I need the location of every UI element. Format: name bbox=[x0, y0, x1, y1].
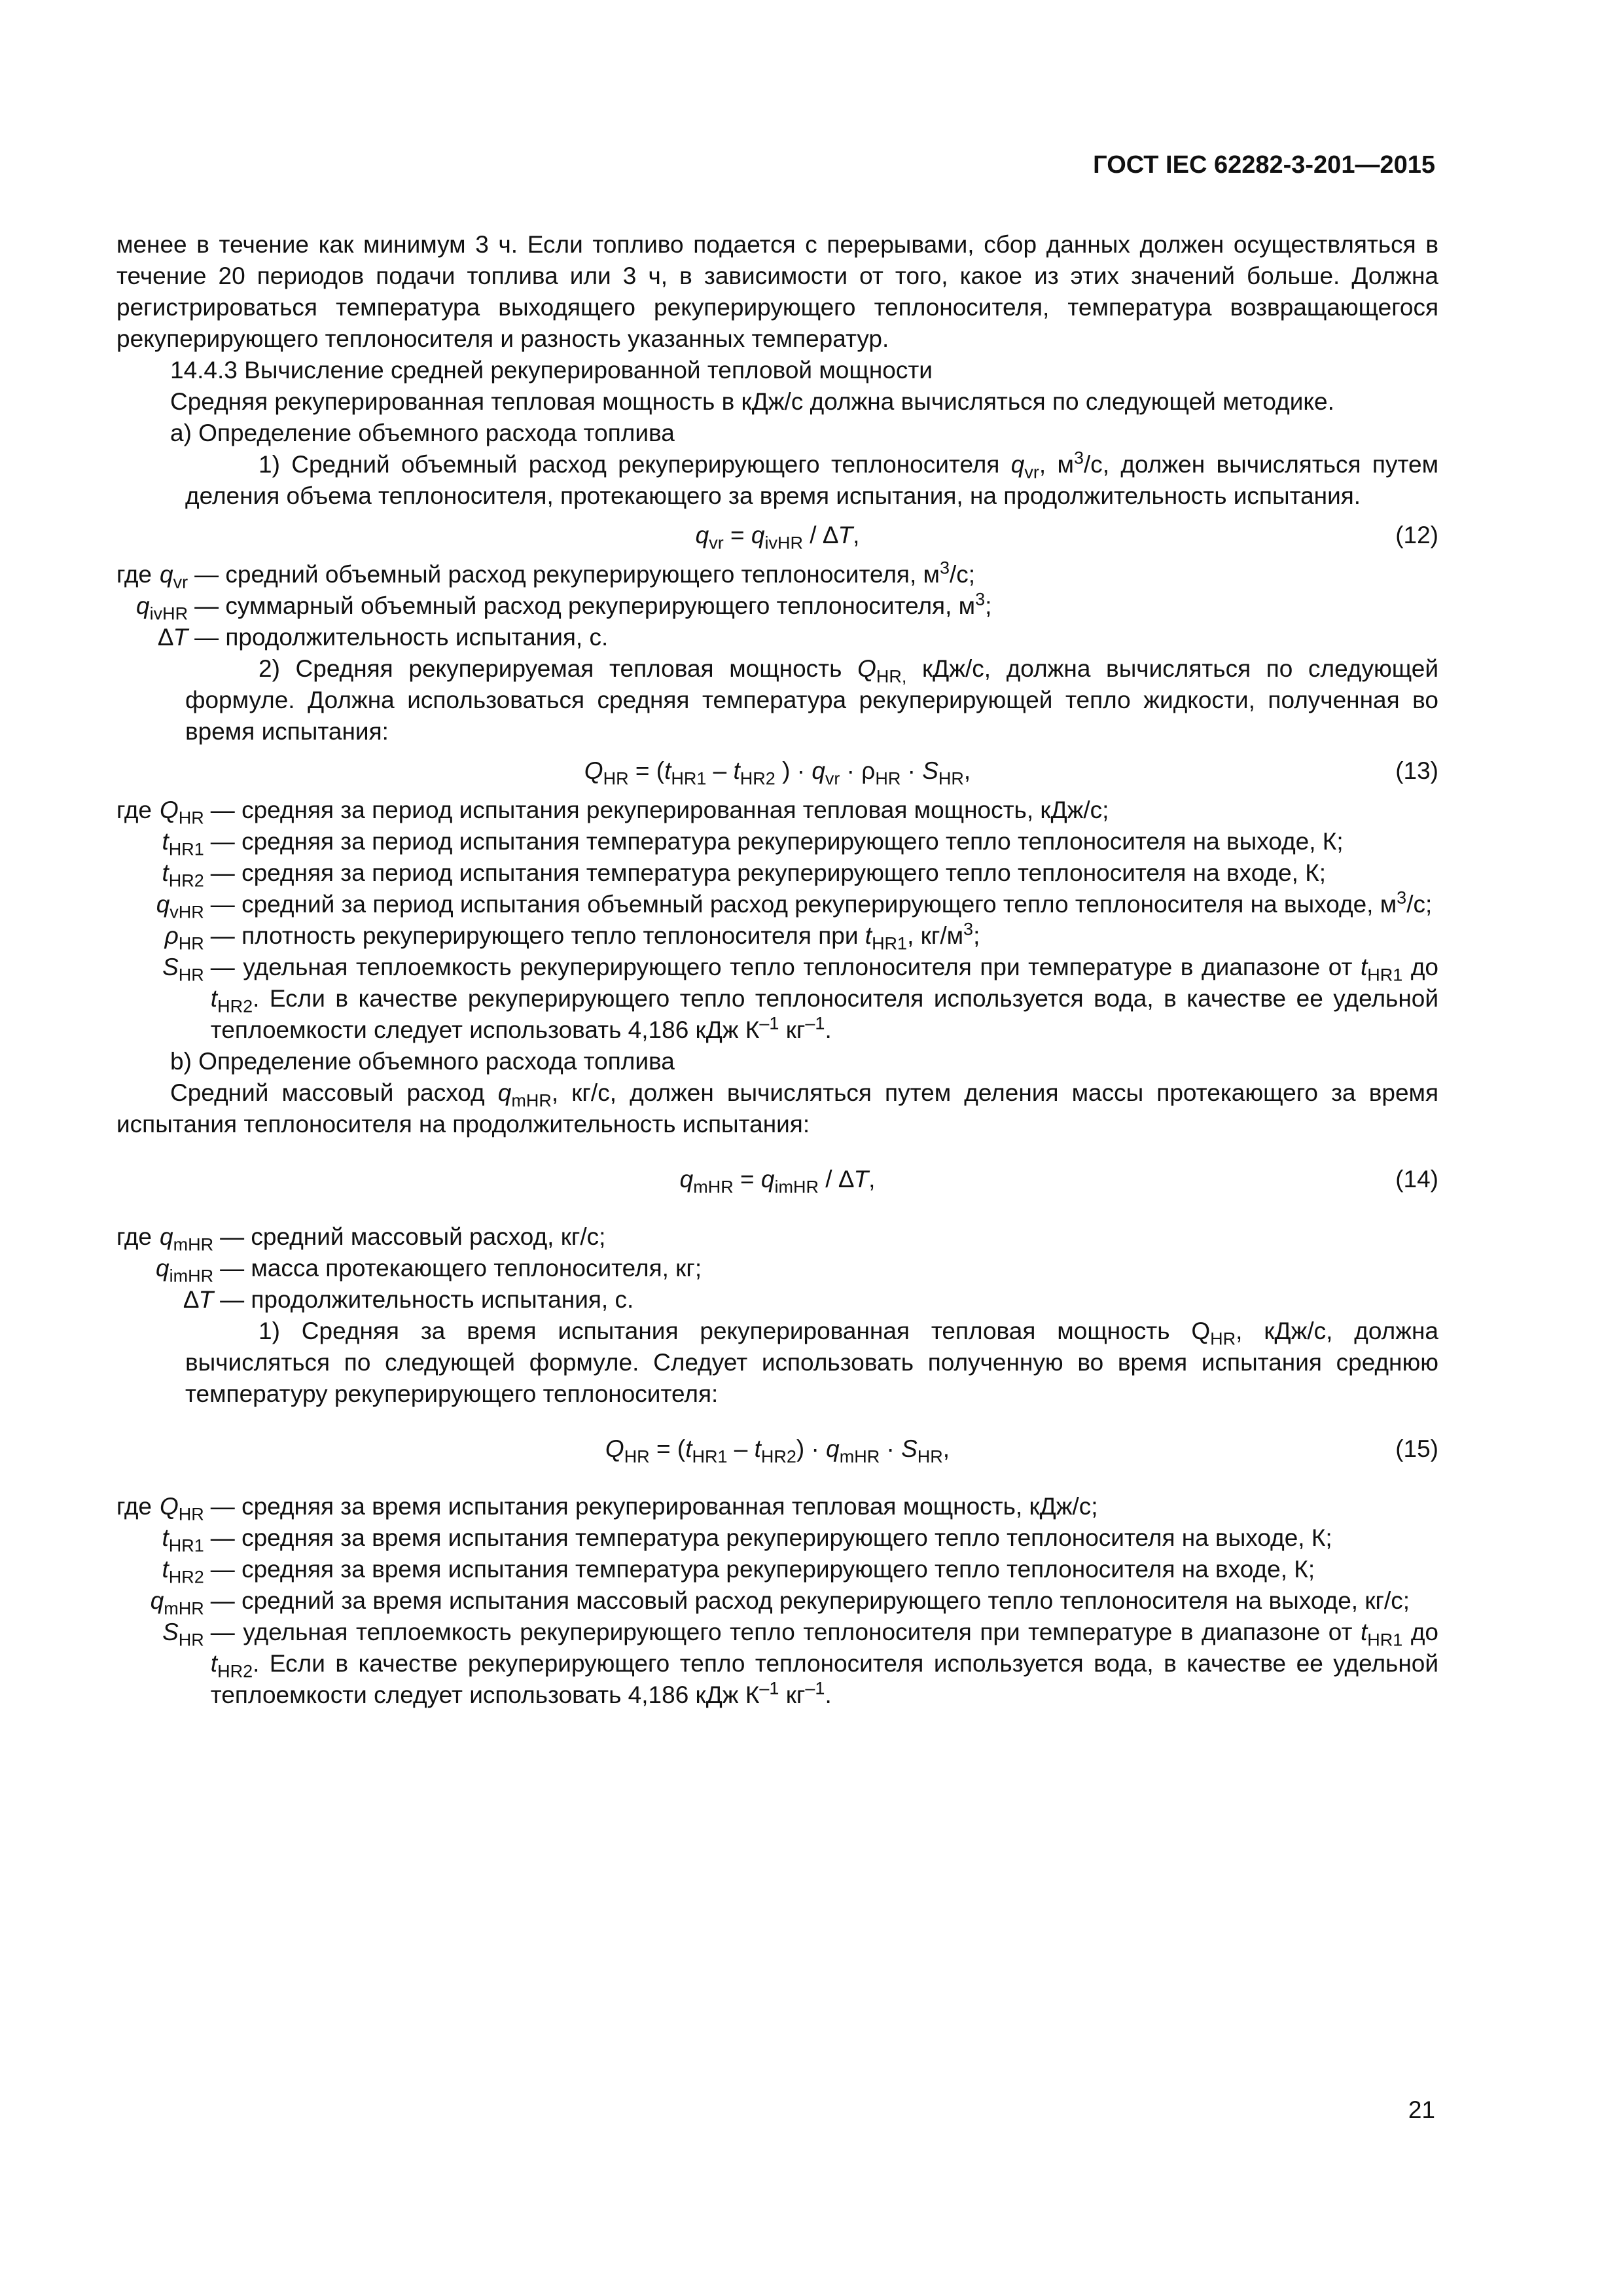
formula-14-definitions: где $q_{mHR}$ — средний массовый расход, кг/с; $q_{imHR}$ — масса протекающего теплоносителя, кг; ∆T — продолжительность испытания, с. bbox=[116, 1223, 702, 1313]
formula-14-expression: $q_{mHR} = q_{imHR} / \Delta T$, bbox=[679, 1166, 876, 1197]
formula-13-definitions: где $Q_{HR}$ — средняя за период испытания рекуперированная тепловая мощность, кДж/с; $t_{HR1}$ — средняя за период испытания температура рекуперирующего тепло теплоносителя на выходе, К; $t_{HR2}$ — средняя за период испытания температура рекуперирующего тепло теплоносителя на входе, К; $q_{vHR}$ — средний за период испытания объемный расход рекуперирующего тепло теплоносителя на выходе, $м^3/с$; $\rho_{HR}$ — плотность рекуперирующего тепло теплоносителя при $t_{HR1}$, $кг/м^3$; $S_{HR}$ — удельная теплоемкость рекуперирующего тепло теплоносителя при температуре в диапазоне от $t_{HR1}$ до $t_{HR2}$. Если в качестве рекуперирующего тепло теплоносителя используется вода, в качестве ее удельной теплоемкости следует использовать 4,186 кДж $К^{-1}$ $кг^{-1}$. bbox=[116, 797, 1438, 1043]
formula-13-number: (13) bbox=[1395, 757, 1438, 784]
formula-15-number: (15) bbox=[1395, 1435, 1438, 1462]
item-a2-paragraph: 2) Средняя рекуперируемая тепловая мощность $Q_{HR,}$ кДж/с, должна вычисляться по следующей формуле. Должна использоваться средняя температура рекуперирующей тепло жидкости, полученная во время испытания: bbox=[185, 655, 1438, 745]
item-b1-paragraph: 1) Средняя за время испытания рекуперированная тепловая мощность $Q_{HR}$, кДж/с, должна вычисляться по следующей формуле. Следует использовать полученную во время испытания среднюю температуру рекуперирующего теплоносителя: bbox=[185, 1318, 1438, 1407]
item-a1-paragraph: 1) Средний объемный расход рекуперирующего теплоносителя $q_{vr}$, $м^3/с$, должен вычисляться путем деления объема теплоносителя, протекающего за время испытания, на продолжительность испытания. bbox=[185, 448, 1439, 509]
page-number: 21 bbox=[1408, 2096, 1435, 2123]
formula-14-number: (14) bbox=[1395, 1166, 1438, 1193]
item-a-heading: а) Определение объемного расхода топлива bbox=[170, 420, 675, 446]
formula-15-definitions: где $Q_{HR}$ — средняя за время испытания рекуперированная тепловая мощность, кДж/с; $t_{HR1}$ — средняя за время испытания температура рекуперирующего тепло теплоносителя на выходе, К; $t_{HR2}$ — средняя за время испытания температура рекуперирующего тепло теплоносителя на входе, К; $q_{mHR}$ — средний за время испытания массовый расход рекуперирующего тепло теплоносителя на выходе, кг/с; $S_{HR}$ — удельная теплоемкость рекуперирующего тепло теплоносителя при температуре в диапазоне от $t_{HR1}$ до $t_{HR2}$. Если в качестве рекуперирующего тепло теплоносителя используется вода, в качестве ее удельной теплоемкости следует использовать 4,186 кДж $К^{-1}$ $кг^{-1}$. bbox=[116, 1493, 1438, 1708]
formula-15-expression: $Q_{HR} = (t_{HR1} - t_{HR2}) \cdot q_{mHR} \cdot S_{HR}$, bbox=[605, 1435, 950, 1467]
formula-14 bbox=[116, 1160, 1438, 1199]
formula-12 bbox=[116, 516, 1438, 555]
formula-13-expression: $Q_{HR} = (t_{HR1} - t_{HR2}$ ) · $q_{vr} \cdot \rho_{HR} \cdot S_{HR}$, bbox=[584, 757, 971, 789]
standard-header: ГОСТ IEC 62282-3-201—2015 bbox=[1093, 151, 1435, 179]
page-content bbox=[116, 229, 1438, 1711]
formula-12-definitions: где $q_{vr}$ — средний объемный расход рекуперирующего теплоносителя, $м^3/с$; $q_{ivHR}$ — суммарный объемный расход рекуперирующего теплоносителя, $м^3$; ∆T — продолжительность испытания, с. bbox=[116, 558, 992, 651]
item-b-heading: b) Определение объемного расхода топлива bbox=[170, 1048, 675, 1075]
section-heading: 14.4.3 Вычисление средней рекуперированной тепловой мощности bbox=[170, 357, 933, 384]
formula-15 bbox=[116, 1429, 1438, 1469]
intro-paragraph: менее в течение как минимум 3 ч. Если топливо подается с перерывами, сбор данных должен осуществляться в течение 20 периодов подачи топлива или 3 ч, в зависимости от того, какое из этих значений больше. Должна регистрироваться температура выходящего рекуперирующего теплоносителя, температура возвращающегося рекуперирующего теплоносителя и разность указанных температур. bbox=[116, 231, 1438, 352]
formula-12-number: (12) bbox=[1395, 522, 1438, 548]
item-b-paragraph: Средний массовый расход $q_{mHR}$, кг/с, должен вычисляться путем деления массы протекающего за время испытания теплоносителя на продолжительность испытания: bbox=[116, 1079, 1439, 1138]
formula-13 bbox=[116, 751, 1438, 791]
method-paragraph: Средняя рекуперированная тепловая мощность в кДж/с должна вычисляться по следующей методике. bbox=[170, 388, 1334, 415]
formula-12-expression: $q_{vr} = q_{ivHR} / \Delta T$, bbox=[695, 522, 860, 553]
